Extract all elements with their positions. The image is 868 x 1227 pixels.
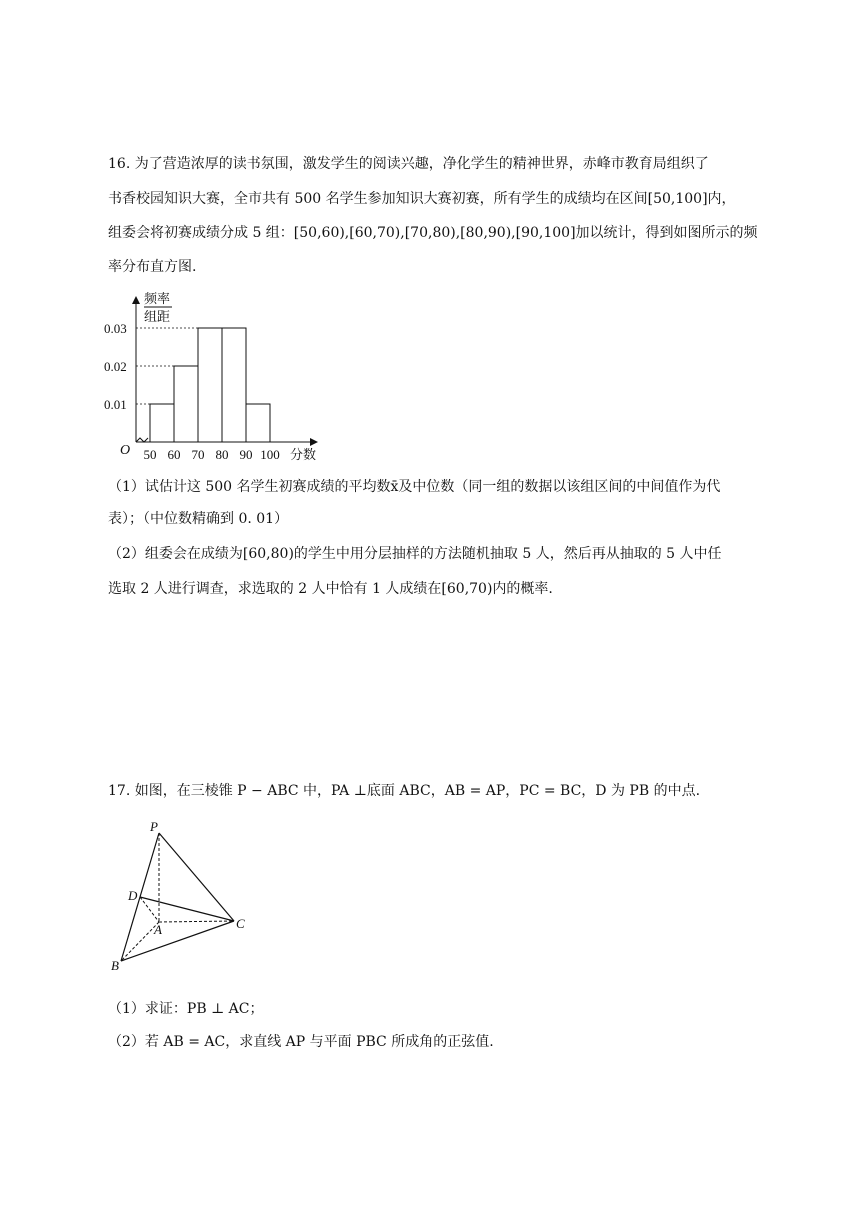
x-tick-label: 100 [260,447,280,462]
y-label-top: 频率 [144,292,171,306]
histogram-bar [150,404,174,442]
x-tick-label: 70 [191,447,205,462]
y-tick-label: 0.03 [104,321,127,336]
q16-sub2-line-2: 选取 2 人进行调查，求选取的 2 人中恰有 1 人成绩在[60,70)内的概率. [108,581,553,597]
x-label: 分数 [290,447,317,462]
q16-line-2: 书香校园知识大赛，全市共有 500 名学生参加知识大赛初赛，所有学生的成绩均在区间[50,100]内， [108,191,736,207]
histogram-bar [222,328,246,442]
x-tick-label: 60 [167,447,181,462]
label-P: P [150,819,158,834]
x-tick-label: 50 [143,447,157,462]
edge-BC [121,921,234,961]
q17-line: 17. 如图，在三棱锥 P − ABC 中，PA ⊥底面 ABC，AB = AP，PC = BC，D 为 PB 的中点. [108,783,701,799]
tetrahedron-figure [100,818,260,978]
label-A: A [154,922,162,937]
edge-PC [159,833,234,921]
axis-break [136,438,148,442]
origin-label: O [120,443,131,458]
label-D: D [128,888,138,903]
frequency-histogram [100,292,340,464]
y-tick-label: 0.02 [104,359,127,374]
q16-line-4: 率分布直方图. [108,259,197,275]
q17-sub1: （1）求证：PB ⊥ AC； [108,1001,264,1017]
x-tick-label: 80 [215,447,229,462]
label-C: C [236,916,245,931]
q16-sub2-line-1: （2）组委会在成绩为[60,80)的学生中用分层抽样的方法随机抽取 5 人，然后再从抽取的 5 人中任 [108,546,722,562]
y-label-bottom: 组距 [144,309,171,324]
histogram-bar [174,366,198,442]
x-tick-label: 90 [239,447,253,462]
histogram-bar [246,404,270,442]
edge-DC [140,897,234,921]
q16-sub1-line-2: 表）；（中位数精确到 0. 01） [108,511,289,527]
histogram-bar [198,328,222,442]
edge-AC [159,921,234,922]
y-tick-label: 0.01 [104,397,127,412]
q17-sub2: （2）若 AB = AC，求直线 AP 与平面 PBC 所成角的正弦值. [108,1034,494,1050]
label-B: B [111,958,119,973]
q16-line-3: 组委会将初赛成绩分成 5 组：[50,60),[60,70),[70,80),[80,90),[90,100]加以统计，得到如图所示的频 [108,225,758,241]
q16-line-1: 16. 为了营造浓厚的读书氛围，激发学生的阅读兴趣，净化学生的精神世界，赤峰市教育局组织了 [108,156,709,172]
q16-sub1-line-1: （1）试估计这 500 名学生初赛成绩的平均数x̄及中位数（同一组的数据以该组区间的中间值作为代 [108,479,721,495]
